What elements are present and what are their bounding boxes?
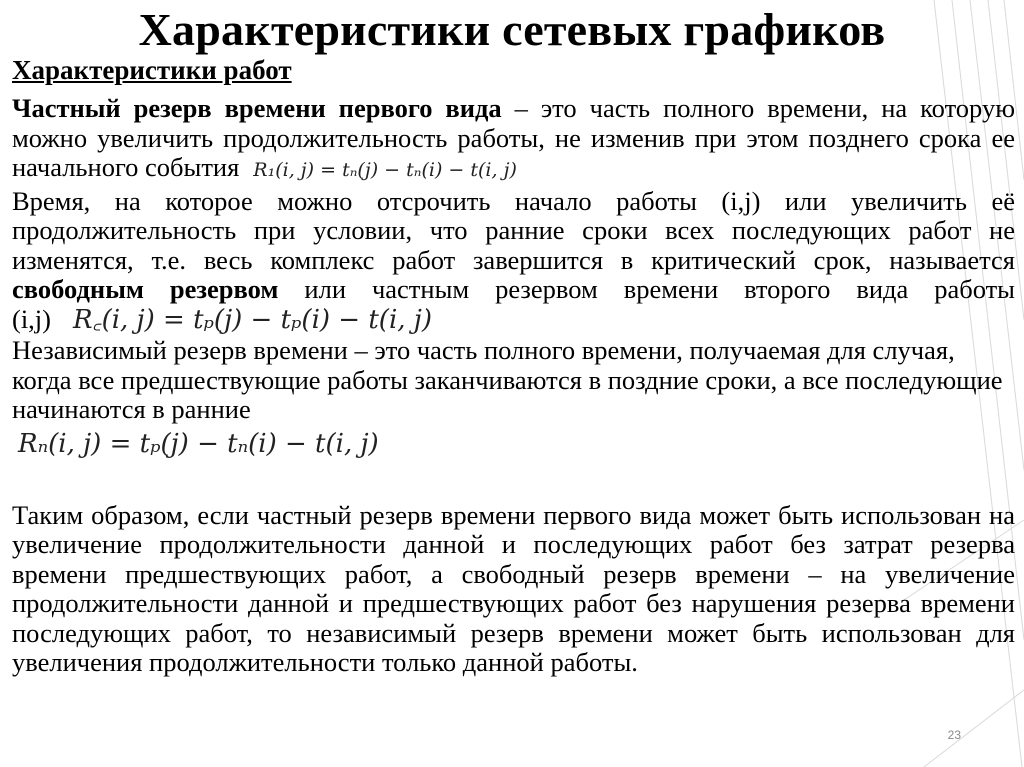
paragraph-free-float-first-kind xyxy=(12,94,1015,186)
slide-body xyxy=(12,94,1015,679)
formula-r1: R₁(i, j) = tₙ(j) − tₙ(i) − t(i, j) xyxy=(253,159,517,181)
paragraph-text: Таким образом, если частный резерв времени первого вида может быть использован на увеличение продолжительности данной и последующих работ без затрат резерва времени предшествующих работ, а свободный резерв времени – на увеличение продолжительности данной и предшествующих работ без нарушения резерва времени последующих работ, то независимый резерв времени может быть использован для увеличения продолжительности только данной работы. xyxy=(12,499,1015,677)
term-free-float-first-kind: Частный резерв времени первого вида xyxy=(12,93,502,123)
paragraph-independent-reserve xyxy=(12,336,1015,461)
paragraph-text: или частным резервом времени второго вида работы (i,j) xyxy=(12,274,1015,334)
slide-title: Характеристики сетевых графиков xyxy=(138,4,886,55)
slide-number: 23 xyxy=(947,728,961,742)
formula-rc: R꜀(i, j) = tₚ(j) − tₚ(i) − t(i, j) xyxy=(73,304,432,335)
paragraph-free-reserve xyxy=(12,187,1015,336)
section-subtitle: Характеристики работ xyxy=(12,55,292,85)
paragraph-text: – это часть полного времени, на которую можно увеличить продолжительность работы, не изменив при этом позднего срока ее начального события xyxy=(12,93,1015,182)
term-free-reserve: свободным резервом xyxy=(12,274,279,304)
paragraph-text: Независимый резерв времени – это часть полного времени, получаемая для случая, когда все предшествующие работы заканчиваются в поздние сроки, а все последующие начинаются в ранние xyxy=(12,335,1003,424)
paragraph-conclusion xyxy=(12,501,1015,678)
formula-rn: Rₙ(i, j) = tₚ(j) − tₙ(i) − t(i, j) xyxy=(18,428,379,459)
paragraph-text: Время, на которое можно отсрочить начало работы (i,j) или увеличить её продолжительность при условии, что ранние сроки всех последующих работ не изменятся, т.е. весь комплекс работ завершится в критический срок, называется xyxy=(12,185,1015,275)
